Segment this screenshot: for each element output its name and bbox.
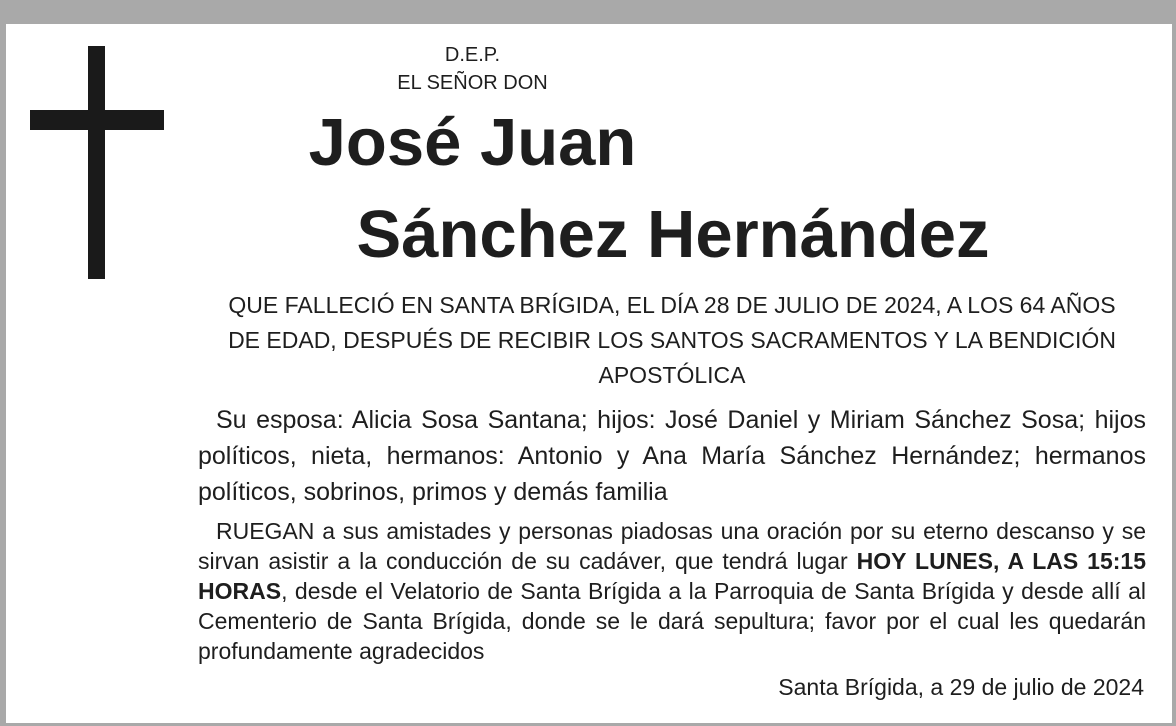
cross-vertical-bar — [88, 46, 105, 279]
top-frame-bar — [0, 0, 1176, 24]
death-announcement — [213, 288, 1131, 393]
dep-heading: D.E.P. — [444, 44, 501, 66]
family-paragraph — [198, 402, 1146, 510]
request-text-part2: , desde el Velatorio de Santa Brígida a la Parroquia de Santa Brígida y desde allí al Cementerio de Santa Brígida, donde se le dará sepultura; favor por el cual les quedarán profundamente agradecidos — [198, 578, 1146, 664]
family-text: Su esposa: Alicia Sosa Santana; hijos: José Daniel y Miriam Sánchez Sosa; hijos políticos, nieta, hermanos: Antonio y Ana María Sánchez Hernández; hermanos políticos, sobrinos, primos y demás familia — [198, 406, 1146, 506]
request-time-bold: HOY LUNES, A LAS 15:15 HORAS — [198, 548, 1146, 604]
left-frame-edge — [0, 24, 6, 726]
cross-horizontal-bar — [30, 110, 164, 130]
request-text-part1: RUEGAN a sus amistades y personas piadosas una oración por su eterno descanso y se sirvan asistir a la conducción de su cadáver, que tendrá lugar — [198, 518, 1146, 574]
announcement-line: APOSTÓLICA — [598, 362, 746, 388]
right-frame-edge — [1172, 24, 1176, 726]
announcement-line: DE EDAD, DESPUÉS DE RECIBIR LOS SANTOS SACRAMENTOS Y LA BENDICIÓN — [228, 327, 1116, 353]
announcement-line: QUE FALLECIÓ EN SANTA BRÍGIDA, EL DÍA 28 DE JULIO DE 2024, A LOS 64 AÑOS — [228, 292, 1116, 318]
deceased-name-line1: José Juan — [308, 105, 637, 180]
title-prefix: EL SEÑOR DON — [397, 72, 548, 94]
deceased-name-line2: Sánchez Hernández — [356, 197, 990, 272]
request-paragraph — [198, 516, 1146, 666]
place-date: Santa Brígida, a 29 de julio de 2024 — [778, 674, 1144, 700]
